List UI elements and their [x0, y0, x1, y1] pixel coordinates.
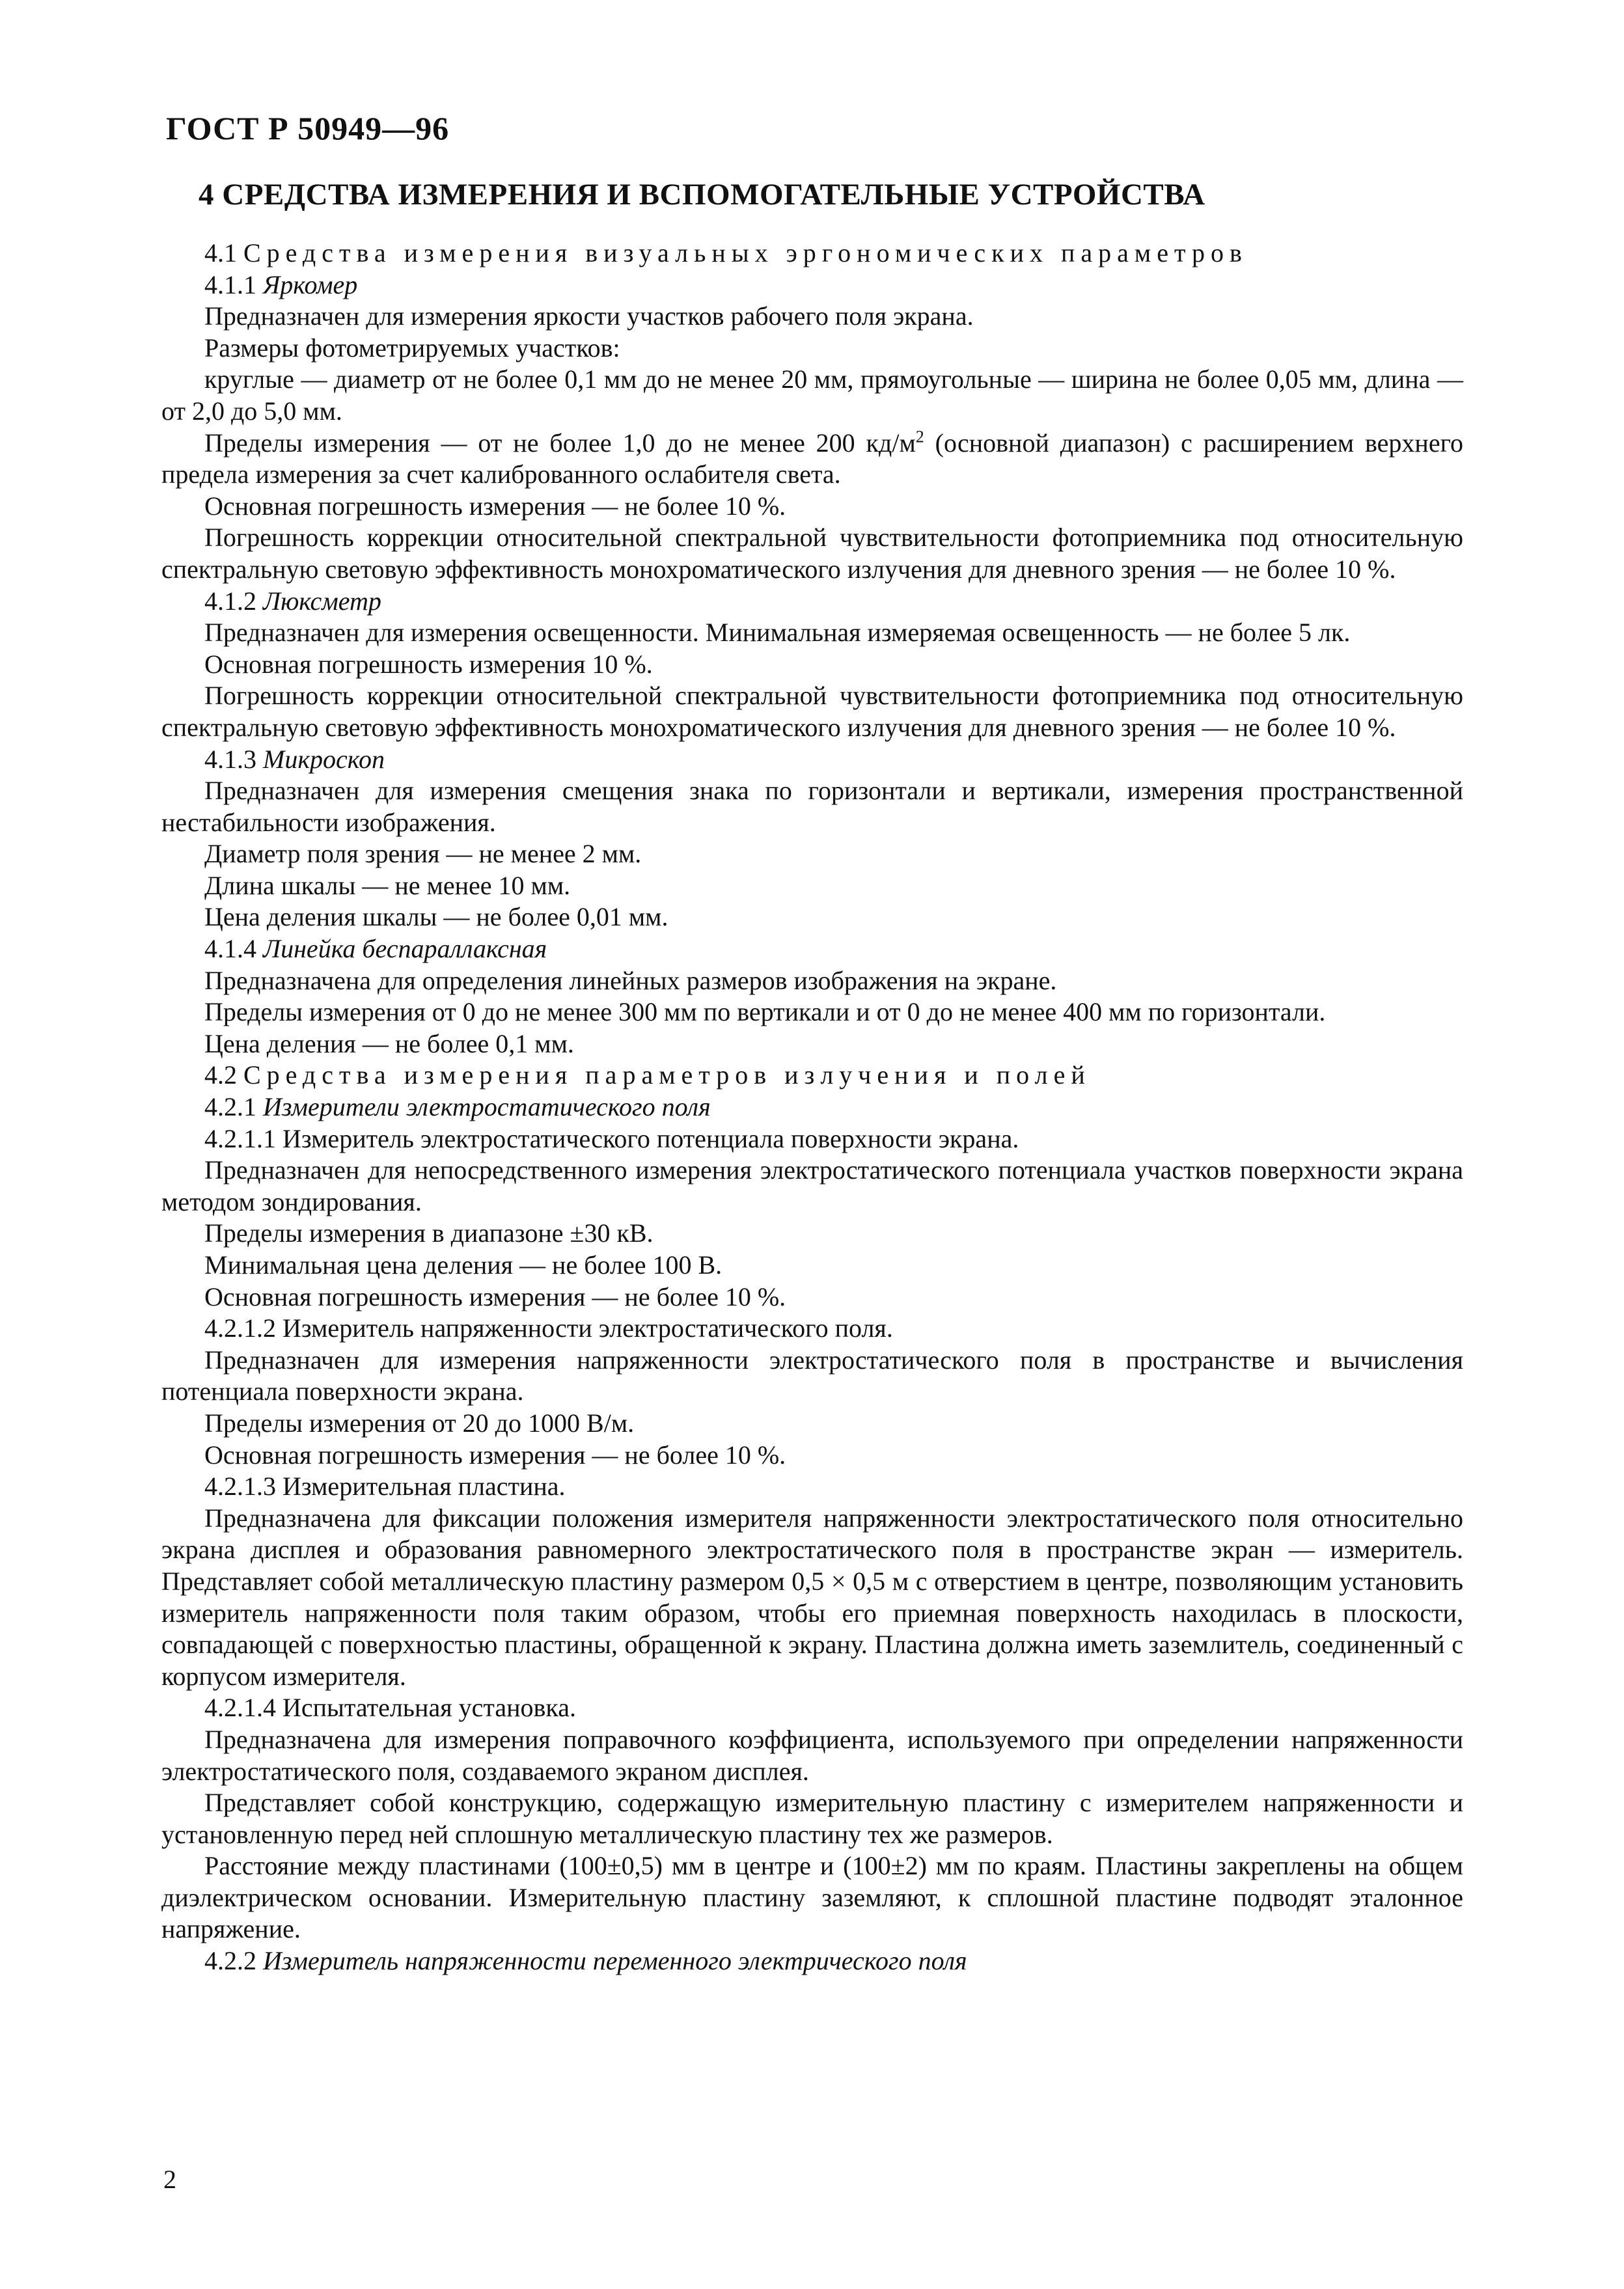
paragraph: [161, 1724, 1463, 1787]
paragraph: [161, 1440, 1463, 1472]
page-number: 2: [163, 2165, 176, 2194]
paragraph-text: Погрешность коррекции относительной спектральной чувствительности фотоприемника под относительную спектральную световую эффективность монохроматического излучения для дневного зрения — не более 10 %.: [161, 681, 1463, 742]
paragraph: [161, 269, 1463, 301]
paragraph-text: Основная погрешность измерения — не более 10 %.: [204, 491, 786, 521]
paragraph: [161, 1218, 1463, 1250]
paragraph: [161, 1471, 1463, 1503]
clause-heading: Яркомер: [263, 269, 358, 299]
paragraph-text: Расстояние между пластинами (100±0,5) мм в центре и (100±2) мм по краям. Пластины закреплены на общем диэлектрическом основании. Измерительную пластину заземляют, к сплошной пластине подводят эталонное напряжение.: [161, 1851, 1463, 1944]
paragraph: [161, 1945, 1463, 1977]
paragraph: [161, 1313, 1463, 1345]
paragraph: [161, 1850, 1463, 1945]
paragraph-text: 4.2.1.3 Измерительная пластина.: [204, 1472, 566, 1501]
paragraph: [161, 933, 1463, 965]
paragraph: [161, 901, 1463, 933]
clause-heading: Измерители электростатического поля: [263, 1092, 711, 1122]
paragraph: [161, 1091, 1463, 1123]
clause-number: 4.1.4: [204, 934, 256, 964]
paragraph: [161, 522, 1463, 585]
paragraph: [161, 1692, 1463, 1724]
paragraph: [161, 1282, 1463, 1313]
paragraph-text: 4.2.1.2 Измеритель напряженности электростатического поля.: [204, 1313, 893, 1343]
paragraph: [161, 428, 1463, 491]
paragraph-text: Минимальная цена деления — не более 100 В.: [204, 1250, 723, 1280]
clause-number: 4.2.2: [204, 1946, 256, 1976]
paragraph-text: Пределы измерения от 0 до не менее 300 мм по вертикали и от 0 до не менее 400 мм по горизонтали.: [204, 997, 1326, 1027]
clause-heading: Люксметр: [263, 586, 381, 616]
document-body: [161, 238, 1463, 1977]
paragraph-text: Длина шкалы — не менее 10 мм.: [204, 870, 571, 900]
paragraph: [161, 775, 1463, 838]
paragraph-text: 4.2.1.4 Испытательная установка.: [204, 1693, 576, 1723]
paragraph: [161, 586, 1463, 618]
paragraph-text: круглые — диаметр от не более 0,1 мм до не менее 20 мм, прямоугольные — ширина не более 0,05 мм, длина — от 2,0 до 5,0 мм.: [161, 364, 1463, 426]
section-title: 4 СРЕДСТВА ИЗМЕРЕНИЯ И ВСПОМОГАТЕЛЬНЫЕ УСТРОЙСТВА: [199, 178, 1205, 212]
clause-number: 4.2: [204, 1060, 237, 1090]
clause-heading: Линейка беспараллаксная: [263, 934, 547, 964]
superscript: 2: [915, 427, 924, 446]
paragraph: [161, 301, 1463, 333]
paragraph: [161, 680, 1463, 743]
clause-number: 4.1.3: [204, 744, 256, 774]
paragraph-text: Предназначен для измерения освещенности. Минимальная измеряемая освещенность — не более 5 лк.: [204, 618, 1351, 648]
subsection-heading: Средства измерения параметров излучения и полей: [243, 1060, 1091, 1090]
paragraph-text: Предназначена для определения линейных размеров изображения на экране.: [204, 965, 1057, 995]
clause-number: 4.1.2: [204, 586, 256, 616]
paragraph: [161, 1787, 1463, 1850]
paragraph: [161, 649, 1463, 681]
paragraph: [161, 744, 1463, 776]
clause-number: 4.1: [204, 238, 237, 267]
paragraph: [161, 996, 1463, 1028]
paragraph: [161, 333, 1463, 364]
paragraph-text: (основной диапазон) с расширением верхнего предела измерения за счет калиброванного ослабителя света.: [161, 428, 1463, 489]
clause-heading: Микроскоп: [263, 744, 385, 774]
paragraph: [161, 491, 1463, 523]
paragraph-text: 4.2.1.1 Измеритель электростатического потенциала поверхности экрана.: [204, 1123, 1019, 1153]
paragraph: [161, 238, 1463, 269]
paragraph: [161, 870, 1463, 902]
paragraph-text: Погрешность коррекции относительной спектральной чувствительности фотоприемника под относительную спектральную световую эффективность монохроматического излучения для дневного зрения — не более 10 %.: [161, 523, 1463, 584]
paragraph: [161, 1408, 1463, 1440]
paragraph: [161, 617, 1463, 649]
paragraph-text: Пределы измерения — от не более 1,0 до не менее 200 кд/м: [204, 428, 916, 458]
paragraph: [161, 1345, 1463, 1408]
paragraph-text: Пределы измерения от 20 до 1000 В/м.: [204, 1408, 635, 1438]
paragraph-text: Цена деления — не более 0,1 мм.: [204, 1028, 574, 1058]
clause-number: 4.2.1: [204, 1092, 256, 1122]
paragraph-text: Основная погрешность измерения 10 %.: [204, 649, 653, 679]
paragraph-text: Предназначен для непосредственного измерения электростатического потенциала участков поверхности экрана методом зондирования.: [161, 1155, 1463, 1216]
paragraph-text: Размеры фотометрируемых участков:: [204, 333, 620, 363]
paragraph: [161, 1250, 1463, 1282]
paragraph: [161, 965, 1463, 997]
clause-number: 4.1.1: [204, 269, 256, 299]
paragraph-text: Предназначена для измерения поправочного коэффициента, используемого при определении напряженности электростатического поля, создаваемого экраном дисплея.: [161, 1724, 1463, 1786]
paragraph-text: Предназначен для измерения яркости участков рабочего поля экрана.: [204, 301, 974, 331]
paragraph: [161, 1028, 1463, 1060]
paragraph-text: Предназначен для измерения смещения знака по горизонтали и вертикали, измерения пространственной нестабильности изображения.: [161, 776, 1463, 837]
subsection-heading: Средства измерения визуальных эргономических параметров: [243, 238, 1248, 267]
paragraph-text: Представляет собой конструкцию, содержащую измерительную пластину с измерителем напряженности и установленную перед ней сплошную металлическую пластину тех же размеров.: [161, 1788, 1463, 1849]
paragraph-text: Цена деления шкалы — не более 0,01 мм.: [204, 902, 668, 932]
paragraph: [161, 1155, 1463, 1218]
paragraph: [161, 1503, 1463, 1693]
paragraph-text: Пределы измерения в диапазоне ±30 кВ.: [204, 1218, 654, 1248]
paragraph: [161, 1060, 1463, 1091]
paragraph-text: Предназначен для измерения напряженности электростатического поля в пространстве и вычисления потенциала поверхности экрана.: [161, 1345, 1463, 1406]
paragraph-text: Диаметр поля зрения — не менее 2 мм.: [204, 839, 642, 869]
paragraph-text: Основная погрешность измерения — не более 10 %.: [204, 1440, 786, 1470]
paragraph: [161, 364, 1463, 427]
paragraph: [161, 1123, 1463, 1155]
paragraph: [161, 838, 1463, 870]
document-code: ГОСТ Р 50949—96: [166, 110, 450, 146]
clause-heading: Измеритель напряженности переменного электрического поля: [263, 1946, 967, 1976]
paragraph-text: Предназначена для фиксации положения измерителя напряженности электростатического поля относительно экрана дисплея и образования равномерного электростатического поля в пространстве экран — измеритель. Представляет собой металлическую пластину размером 0,5 × 0,5 м с отверстием в центре, позволяющим установить измеритель напряженности поля таким образом, чтобы его приемная поверхность находилась в плоскости, совпадающей с поверхностью пластины, обращенной к экрану. Пластина должна иметь заземлитель, соединенный с корпусом измерителя.: [161, 1503, 1463, 1691]
paragraph-text: Основная погрешность измерения — не более 10 %.: [204, 1282, 786, 1311]
